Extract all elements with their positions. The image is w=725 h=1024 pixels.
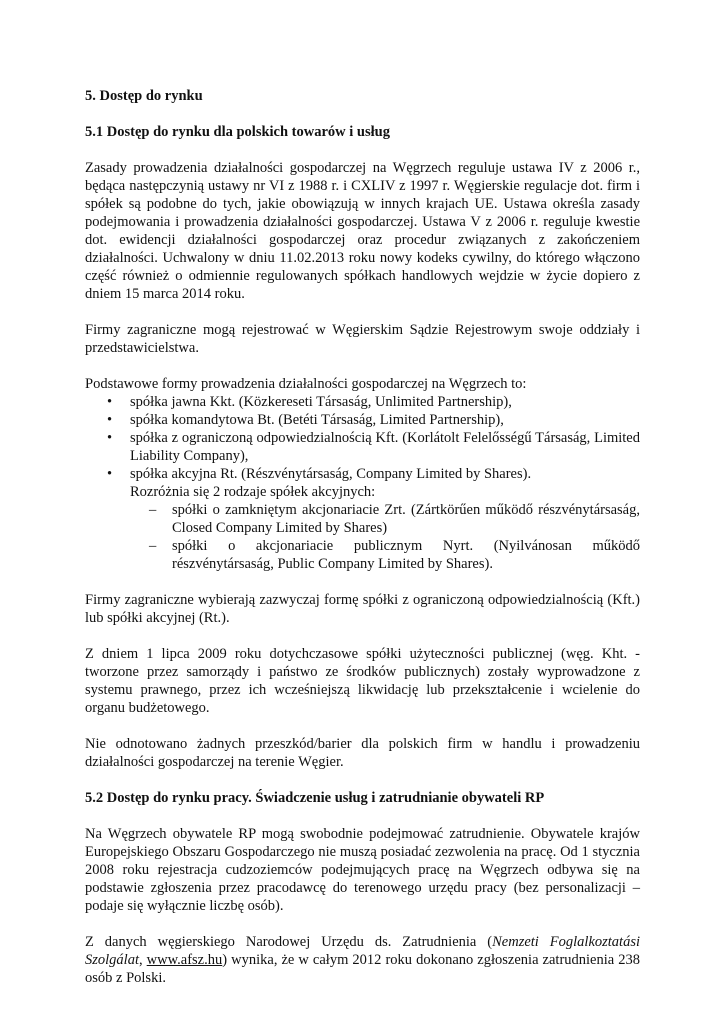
list-item: • spółka komandytowa Bt. (Betéti Társaság, Limited Partnership),: [85, 411, 640, 429]
paragraph-business-law: Zasady prowadzenia działalności gospodarczej na Węgrzech reguluje ustawa IV z 2006 r., będąca następczynią ustawy nr VI z 1988 r. i CXLIV z 1997 r. Węgierskie regulacje dot. firm i spółek są podobne do tych, jakie obowiązują w innych krajach UE. Ustawa określa zasady podejmowania i prowadzenia działalności gospodarczej. Ustawa V z 2006 r. reguluje kwestie dot. ewidencji działalności gospodarczej oraz procedur związanych z zakończeniem działalności. Uchwalony w dniu 11.02.2013 roku nowy kodeks cywilny, do którego włączono część również o odmiennie regulowanych spółkach handlowych wejdzie w życie dopiero z dniem 15 marca 2014 roku.: [85, 160, 640, 302]
text-span: ) wynika, że w całym 2012 roku dokonano zgłoszenia zatrudnienia 238 osób z Polski.: [85, 952, 641, 986]
agency-name: Nemzeti Foglalkoztatási Szolgálat: [85, 934, 640, 968]
heading-section-5: 5. Dostęp do rynku: [85, 88, 203, 104]
afsz-link[interactable]: www.afsz.hu: [146, 952, 223, 968]
list-item: • spółka z ograniczoną odpowiedzialnością Kft. (Korlátolt Felelősségű Társaság, Limited Liability Company),: [85, 429, 640, 465]
paragraph-employment-data: [85, 933, 640, 987]
document-page: [85, 87, 640, 987]
list-item: – spółki o akcjonariacie publicznym Nyrt. (Nyilvánosan működő részvénytársaság, Public Company Limited by Shares).: [85, 537, 640, 573]
paragraph-registration: Firmy zagraniczne mogą rejestrować w Węgierskim Sądzie Rejestrowym swoje oddziały i przedstawicielstwa.: [85, 322, 640, 356]
company-forms-list: [85, 393, 640, 483]
paragraph-labour-market: Na Węgrzech obywatele RP mogą swobodnie podejmować zatrudnienie. Obywatele krajów Europejskiego Obszaru Gospodarczego nie muszą posiadać zezwolenia na pracę. Od 1 stycznia 2008 roku rejestracja cudzoziemców podejmujących pracę na Węgrzech odbywa się na podstawie zgłoszenia przez pracodawcę do terenowego urzędu pracy (bez personalizacji – podaje się wyłącznie liczbę osób).: [85, 826, 640, 914]
list-item: • spółka jawna Kkt. (Közkereseti Társaság, Unlimited Partnership),: [85, 393, 640, 411]
text-span: ,: [138, 952, 147, 968]
list-item: • spółka akcyjna Rt. (Részvénytársaság, Company Limited by Shares).: [85, 465, 640, 483]
paragraph-public-utility: Z dniem 1 lipca 2009 roku dotychczasowe spółki użyteczności publicznej (węg. Kht. - tworzone przez samorządy i państwo ze środków publicznych) zostały wyprowadzone z systemu prawnego, przez ich wcześniejszą likwidację lub przekształcenie i wcielenie do organu budżetowego.: [85, 646, 640, 716]
list-item: – spółki o zamkniętym akcjonariacie Zrt. (Zártkörűen működő részvénytársaság, Closed Company Limited by Shares): [85, 501, 640, 537]
paragraph-company-forms-intro: Podstawowe formy prowadzenia działalności gospodarczej na Węgrzech to:: [85, 376, 527, 392]
paragraph-no-barriers: Nie odnotowano żadnych przeszkód/barier dla polskich firm w handlu i prowadzeniu działalności gospodarczej na terenie Węgier.: [85, 736, 640, 770]
joint-stock-types-list: [85, 501, 640, 573]
text-span: Z danych węgierskiego Narodowej Urzędu ds. Zatrudnienia (: [85, 934, 493, 950]
joint-stock-types-intro: Rozróżnia się 2 rodzaje spółek akcyjnych:: [130, 484, 376, 500]
paragraph-preferred-forms: Firmy zagraniczne wybierają zazwyczaj formę spółki z ograniczoną odpowiedzialnością (Kft.) lub spółki akcyjnej (Rt.).: [85, 592, 640, 626]
heading-section-5-1: 5.1 Dostęp do rynku dla polskich towarów i usług: [85, 124, 390, 140]
heading-section-5-2: 5.2 Dostęp do rynku pracy. Świadczenie usług i zatrudnianie obywateli RP: [85, 790, 545, 806]
